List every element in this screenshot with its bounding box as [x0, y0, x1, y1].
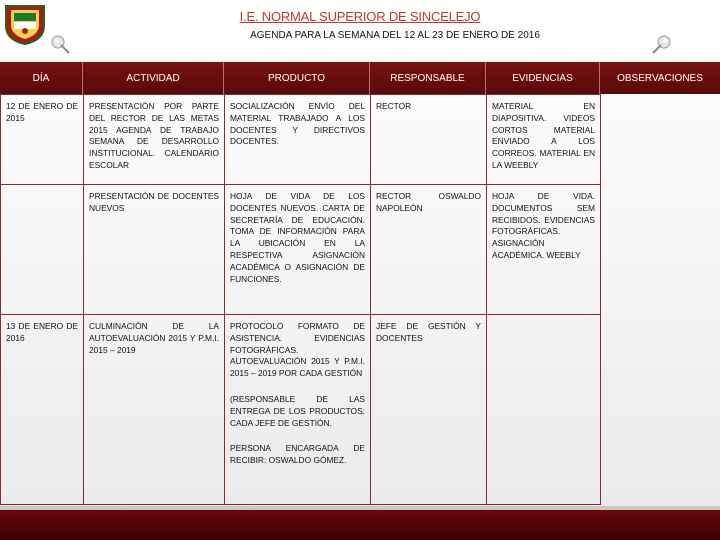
table-row	[1, 95, 601, 185]
agenda-table	[0, 94, 601, 505]
footer-bar	[0, 510, 720, 540]
cell-actividad: PRESENTACIÓN DE DOCENTES NUEVOS	[84, 185, 225, 315]
cell-dia: 12 DE ENERO DE 2015	[1, 95, 84, 185]
producto-paragraph: PERSONA ENCARGADA DE RECIBIR: OSWALDO GÓMEZ.	[230, 443, 365, 466]
producto-paragraph: PROTOCOLO FORMATO DE ASISTENCIA. EVIDENCIAS FOTOGRÁFICAS. AUTOEVALUACIÓN 2015 Y P.M.I. 2015 – 2019 POR CADA GESTIÓN	[230, 321, 365, 379]
cell-evidencias	[487, 315, 601, 505]
cell-evidencias: HOJA DE VIDA. DOCUMENTOS SEM RECIBIDOS. EVIDENCIAS FOTOGRÁFICAS. ASIGNACIÓN ACADÉMICA. WEEBLY	[487, 185, 601, 315]
page-title: I.E. NORMAL SUPERIOR DE SINCELEJO	[239, 9, 481, 24]
column-header-observaciones: OBSERVACIONES	[600, 62, 720, 94]
cell-dia	[1, 185, 84, 315]
column-header-producto: PRODUCTO	[224, 62, 370, 94]
column-header-responsable: RESPONSABLE	[370, 62, 486, 94]
cell-responsable: RECTOR OSWALDO NAPOLEÓN	[371, 185, 487, 315]
column-header-dia: DÍA	[0, 62, 83, 94]
table-header	[0, 62, 720, 94]
pushpin-icon	[650, 34, 672, 56]
cell-producto	[225, 315, 371, 505]
cell-responsable: JEFE DE GESTIÓN Y DOCENTES	[371, 315, 487, 505]
page-subtitle: AGENDA PARA LA SEMANA DEL 12 AL 23 DE ENERO DE 2016	[250, 30, 540, 41]
cell-responsable: RECTOR	[371, 95, 487, 185]
cell-actividad: CULMINACIÓN DE LA AUTOEVALUACIÓN 2015 Y P.M.I. 2015 – 2019	[84, 315, 225, 505]
table-row	[1, 185, 601, 315]
cell-actividad: PRESENTACIÓN POR PARTE DEL RECTOR DE LAS METAS 2015 AGENDA DE TRABAJO SEMANA DE DESARROLLO INSTITUCIONAL. CALENDARIO ESCOLAR	[84, 95, 225, 185]
pushpin-icon	[50, 34, 72, 56]
column-header-evidencias: EVIDENCIAS	[486, 62, 600, 94]
cell-dia: 13 DE ENERO DE 2016	[1, 315, 84, 505]
cell-evidencias: MATERIAL EN DIAPOSITIVA. VIDEOS CORTOS MATERIAL ENVIADO A LOS CORREOS. MATERIAL EN LA WEEBLY	[487, 95, 601, 185]
column-header-actividad: ACTIVIDAD	[83, 62, 224, 94]
table-row	[1, 315, 601, 505]
producto-paragraph: (RESPONSABLE DE LAS ENTREGA DE LOS PRODUCTOS: CADA JEFE DE GESTIÓN.	[230, 393, 365, 428]
cell-producto: SOCIALIZACIÓN ENVÍO DEL MATERIAL TRABAJADO A LOS DOCENTES Y DIRECTIVOS DOCENTES.	[225, 95, 371, 185]
cell-producto: HOJA DE VIDA DE LOS DOCENTES NUEVOS. CARTA DE SECRETARÍA DE EDUCACIÓN. TOMA DE INFORMACIÓN PARA LA UBICACIÓN EN LA RESPECTIVA ASIGNACIÓN ACADÉMICA O ASIGNACIÓN DE FUNCIONES.	[225, 185, 371, 315]
